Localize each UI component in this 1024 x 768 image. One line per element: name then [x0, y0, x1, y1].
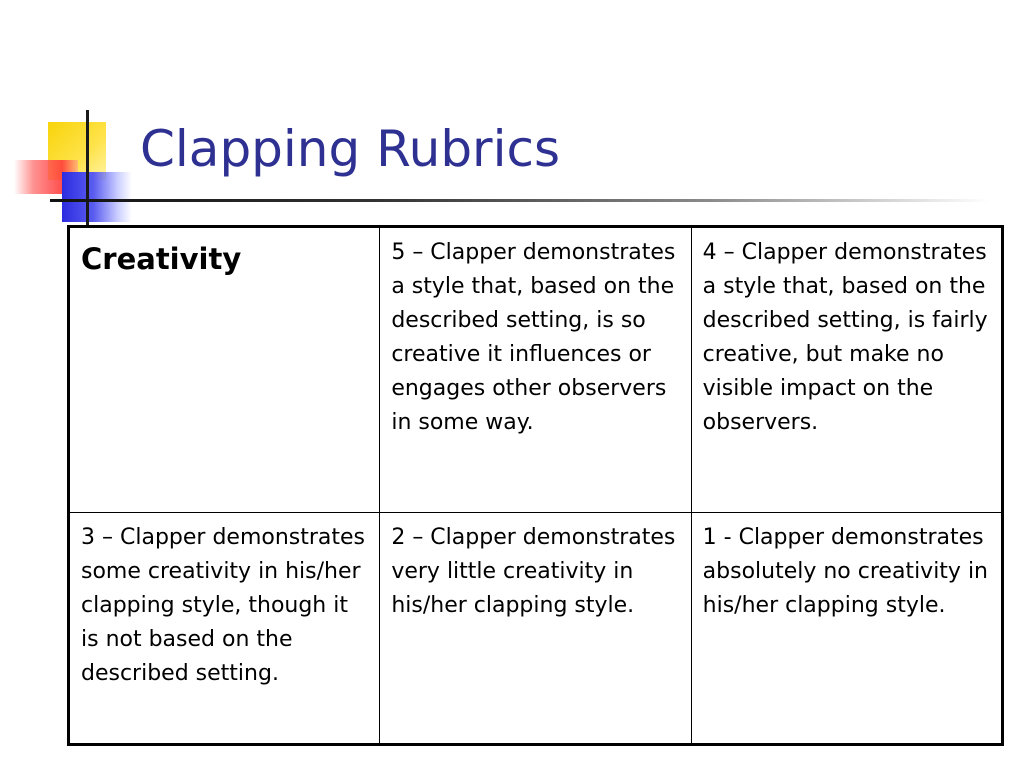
rubric-score-1-cell: 1 - Clapper demonstrates absolutely no creativity in his/her clapping style. — [691, 513, 1002, 745]
blue-square-decoration — [62, 172, 132, 222]
rubric-score-4-cell: 4 – Clapper demonstrates a style that, based on the described setting, is fairly creative, but make no visible impact on the observers. — [691, 227, 1002, 513]
title-underline-rule — [50, 199, 990, 202]
rubric-score-5-cell: 5 – Clapper demonstrates a style that, based on the described setting, is so creative it influences or engages other observers in some way. — [380, 227, 691, 513]
rubric-score-3-cell: 3 – Clapper demonstrates some creativity in his/her clapping style, though it is not based on the described setting. — [69, 513, 380, 745]
rubric-category-cell: Creativity — [69, 227, 380, 513]
rubric-score-2-cell: 2 – Clapper demonstrates very little creativity in his/her clapping style. — [380, 513, 691, 745]
slide-title: Clapping Rubrics — [140, 120, 561, 178]
table-row — [69, 227, 1003, 513]
rubric-table — [67, 225, 1004, 746]
table-row — [69, 513, 1003, 745]
vertical-rule-decoration — [86, 110, 89, 228]
